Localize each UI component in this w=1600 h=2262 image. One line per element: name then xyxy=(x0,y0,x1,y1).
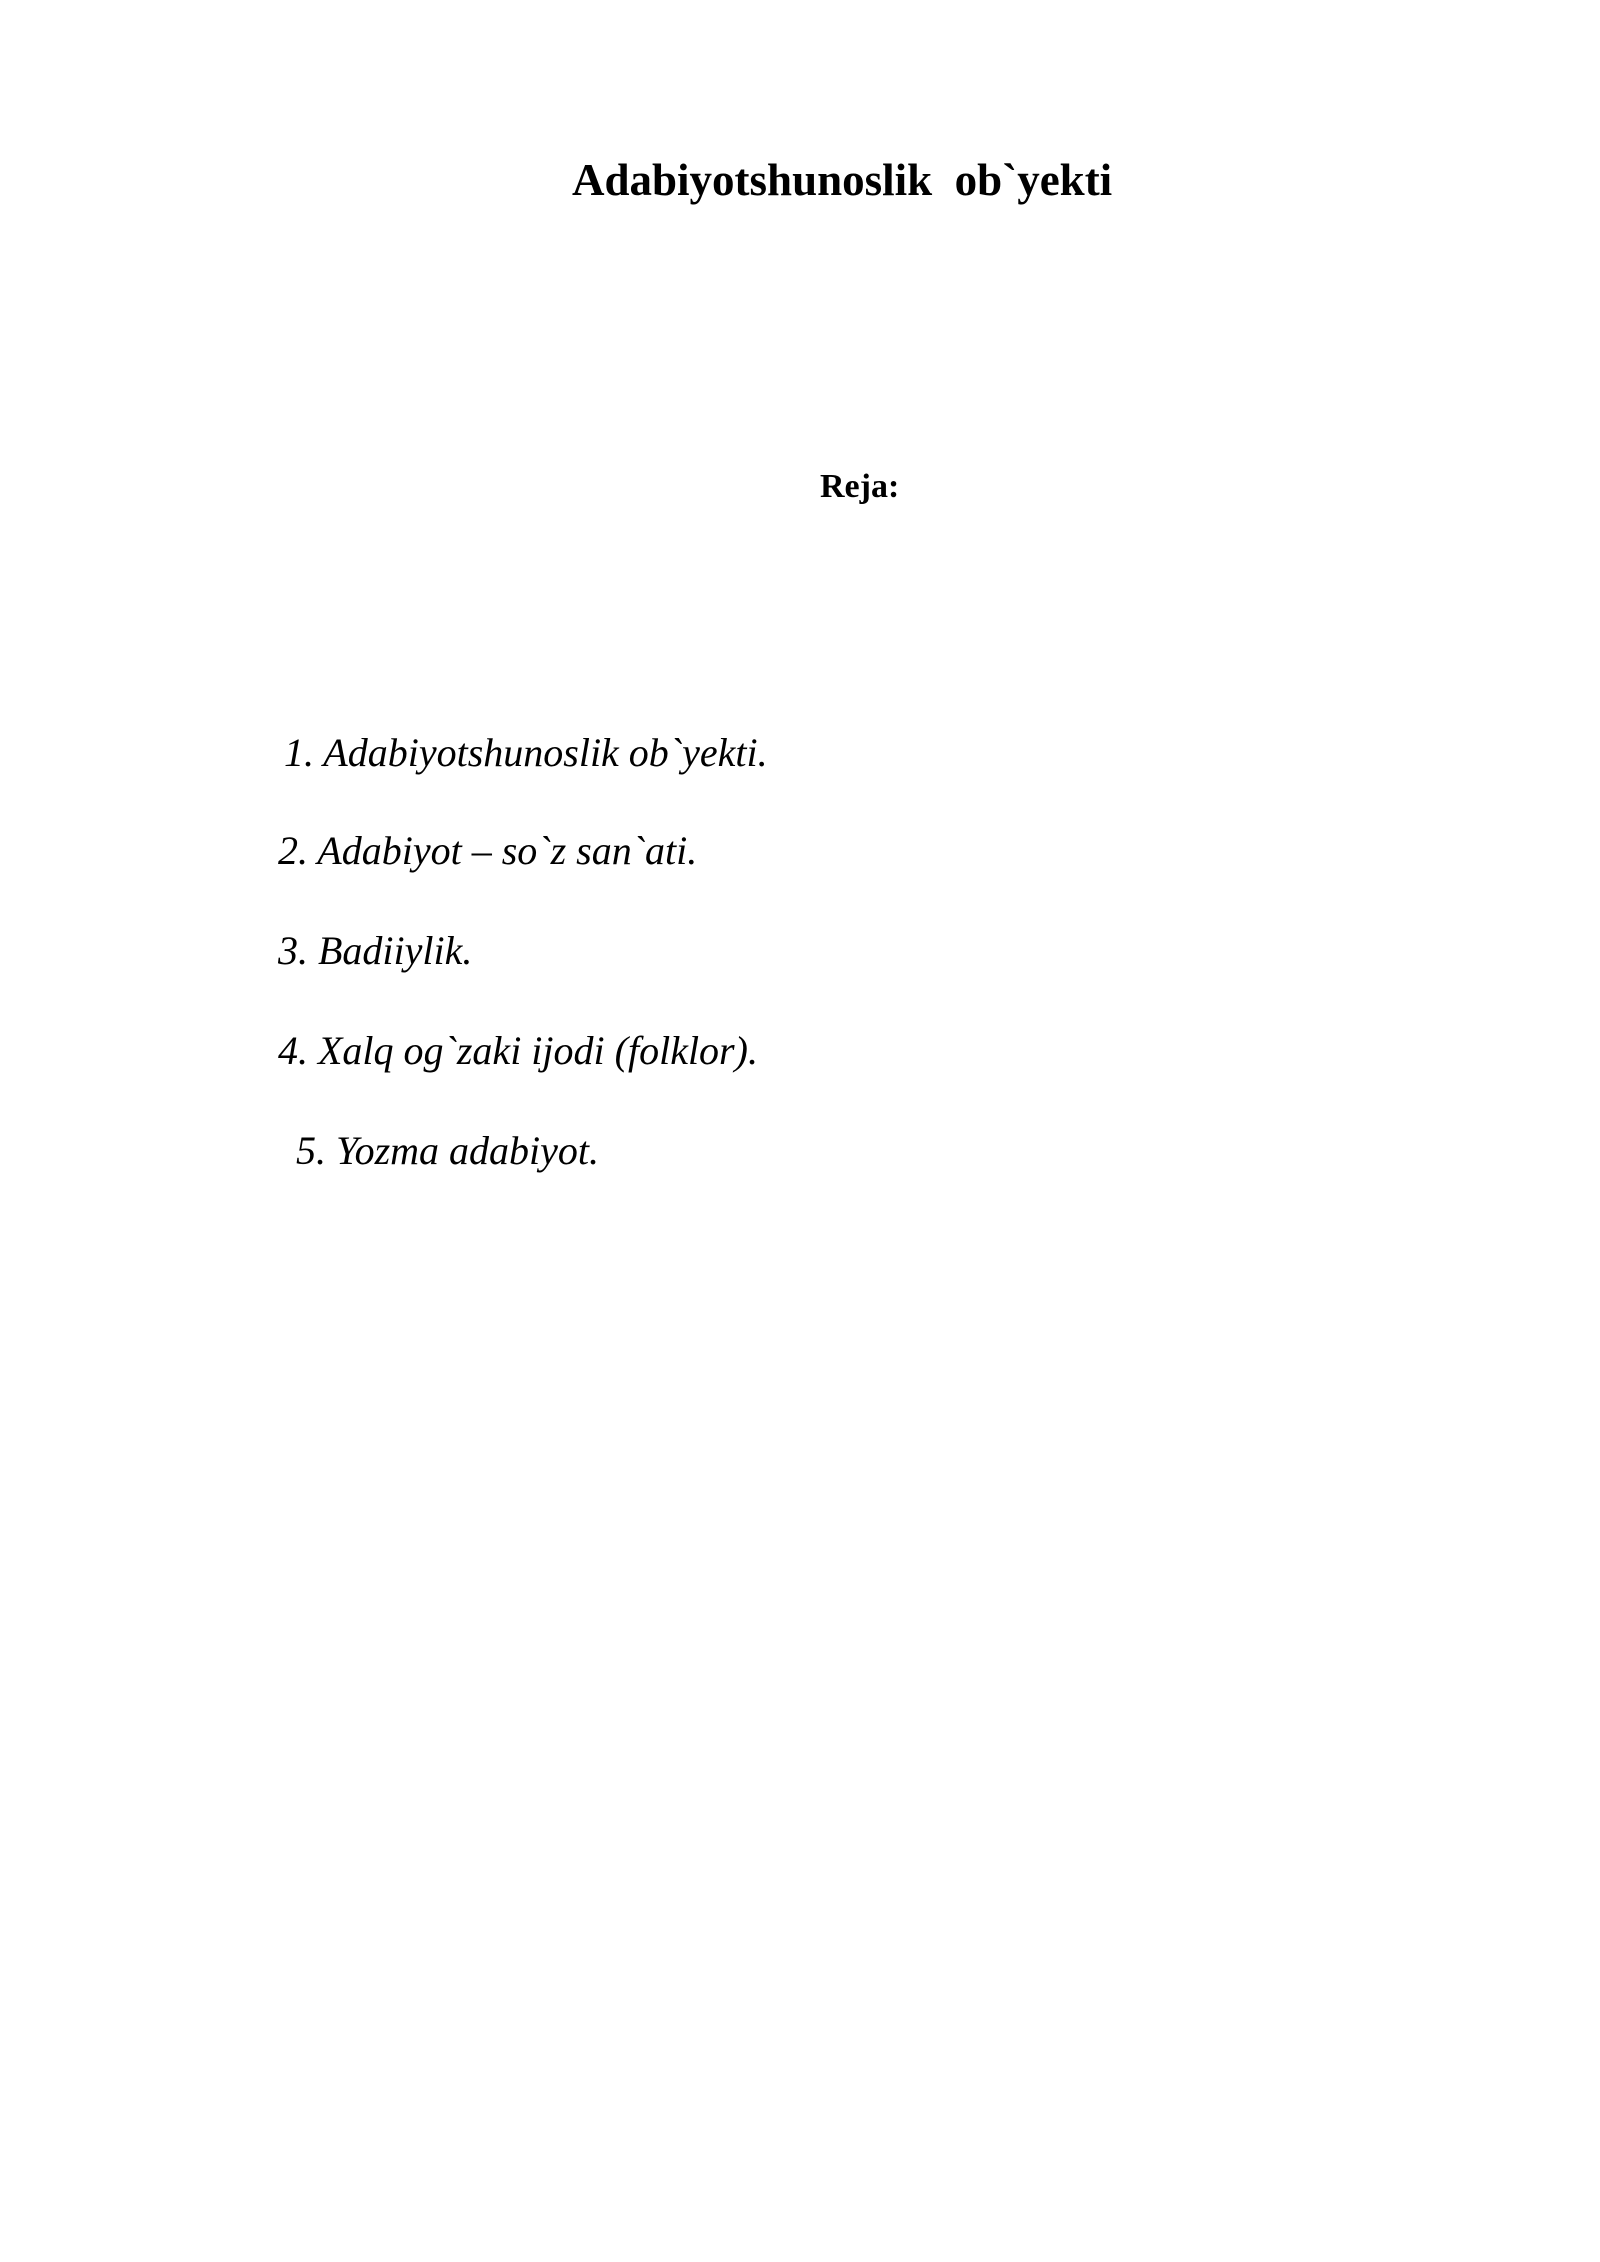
plan-item: 3. Badiiylik. xyxy=(278,928,473,973)
page-title: Adabiyotshunoslik ob`yekti xyxy=(572,155,1113,205)
plan-heading: Reja: xyxy=(820,468,900,505)
plan-item: 1. Adabiyotshunoslik ob`yekti. xyxy=(284,730,768,775)
plan-item: 2. Adabiyot – so`z san`ati. xyxy=(278,828,698,873)
plan-item: 5. Yozma adabiyot. xyxy=(296,1128,600,1173)
plan-item: 4. Xalq og`zaki ijodi (folklor). xyxy=(278,1028,758,1073)
